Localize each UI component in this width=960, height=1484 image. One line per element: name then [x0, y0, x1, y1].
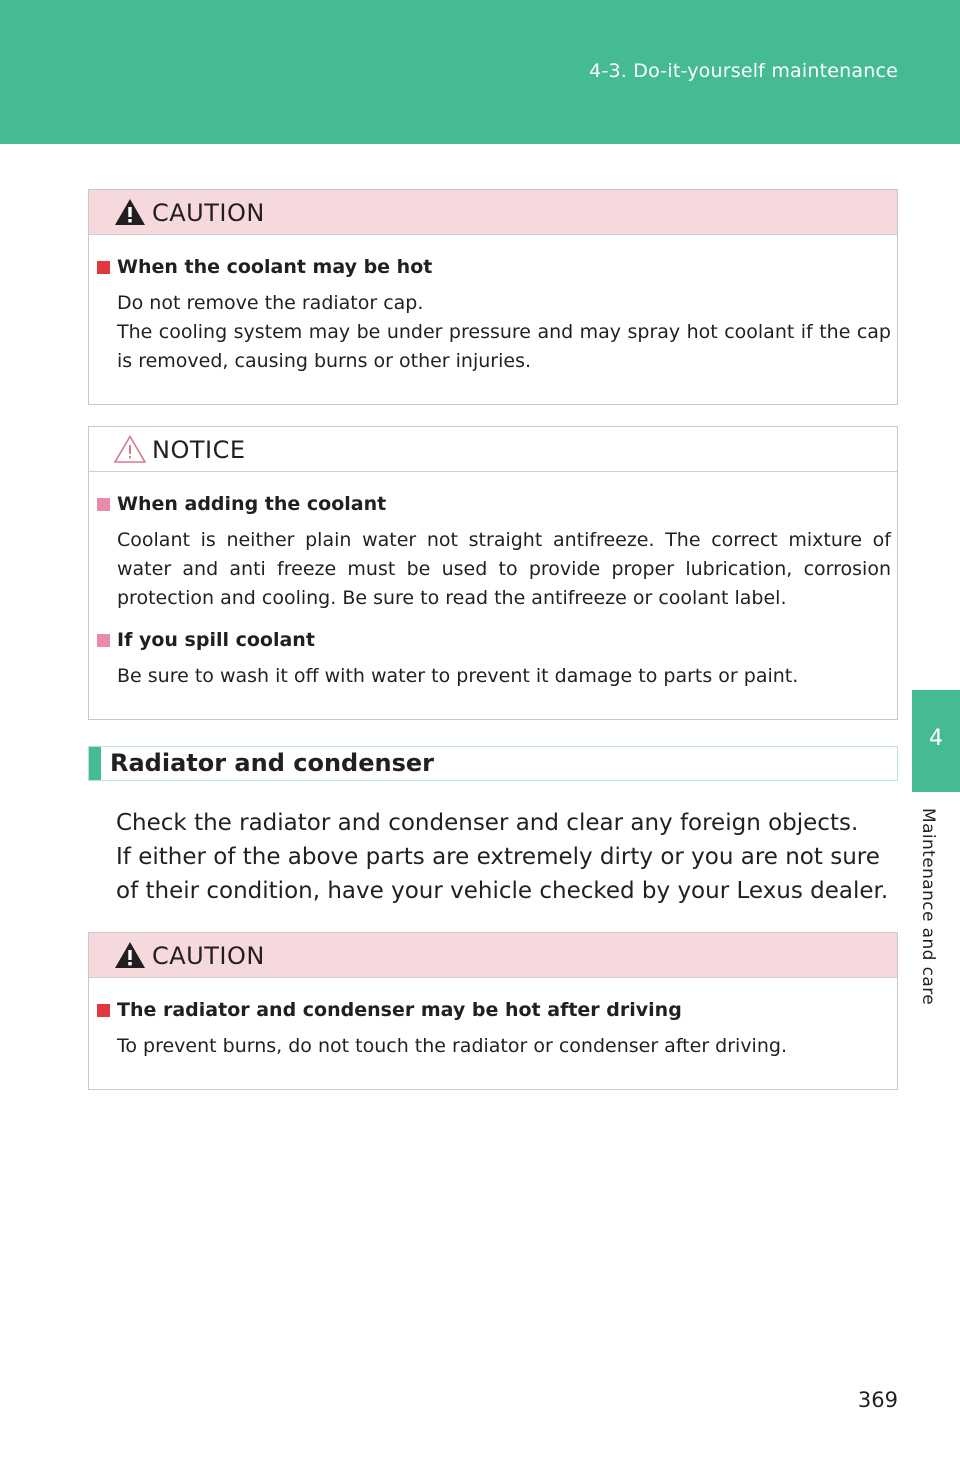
section-title: Radiator and condenser	[110, 749, 434, 777]
caution-label: CAUTION	[152, 942, 265, 970]
caution-item-body: To prevent burns, do not touch the radiator or condenser after driving.	[117, 1035, 787, 1057]
chapter-tab	[912, 690, 960, 792]
notice-item	[97, 493, 891, 613]
page-number: 369	[857, 1388, 898, 1412]
caution-item-title: The radiator and condenser may be hot after driving	[117, 999, 682, 1021]
caution-item	[97, 256, 891, 376]
notice-item	[97, 629, 891, 691]
notice-item-heading	[97, 493, 891, 515]
chapter-label: Maintenance and care	[918, 808, 938, 1006]
notice-item-title: When adding the coolant	[117, 493, 387, 515]
warning-icon	[113, 197, 147, 227]
caution-item-heading	[97, 999, 891, 1021]
caution-item-heading	[97, 256, 891, 278]
warning-icon	[113, 940, 147, 970]
caution-header	[89, 933, 897, 978]
caution-item-title: When the coolant may be hot	[117, 256, 433, 278]
square-bullet-icon	[97, 261, 110, 274]
caution-item	[97, 999, 891, 1061]
caution-box-hot-radiator	[88, 932, 898, 1090]
square-bullet-icon	[97, 634, 110, 647]
warning-outline-icon	[113, 434, 147, 464]
page-header	[0, 0, 960, 144]
notice-item-title: If you spill coolant	[117, 629, 315, 651]
caution-item-body: Do not remove the radiator cap. The cooling system may be under pressure and may spray hot coolant if the cap is removed, causing burns or other injuries.	[117, 292, 891, 372]
notice-item-body: Coolant is neither plain water not straight antifreeze. The correct mixture of water and anti freeze must be used to provide proper lubrication, corrosion protection and cooling. Be sure to read the antifreeze or coolant label.	[117, 529, 891, 609]
notice-item-body: Be sure to wash it off with water to prevent it damage to parts or paint.	[117, 665, 799, 687]
notice-header	[89, 427, 897, 472]
square-bullet-icon	[97, 1004, 110, 1017]
section-accent-bar	[89, 747, 101, 780]
chapter-number: 4	[929, 726, 943, 751]
caution-header	[89, 190, 897, 235]
breadcrumb: 4-3. Do-it-yourself maintenance	[589, 60, 898, 82]
notice-item-heading	[97, 629, 891, 651]
section-body: Check the radiator and condenser and clear any foreign objects. If either of the above parts are extremely dirty or you are not sure of their condition, have your vehicle checked by your Lexus dealer.	[116, 810, 889, 904]
caution-box-hot-coolant	[88, 189, 898, 405]
caution-label: CAUTION	[152, 199, 265, 227]
notice-box	[88, 426, 898, 720]
square-bullet-icon	[97, 498, 110, 511]
notice-label: NOTICE	[152, 436, 246, 464]
section-heading	[88, 746, 898, 781]
